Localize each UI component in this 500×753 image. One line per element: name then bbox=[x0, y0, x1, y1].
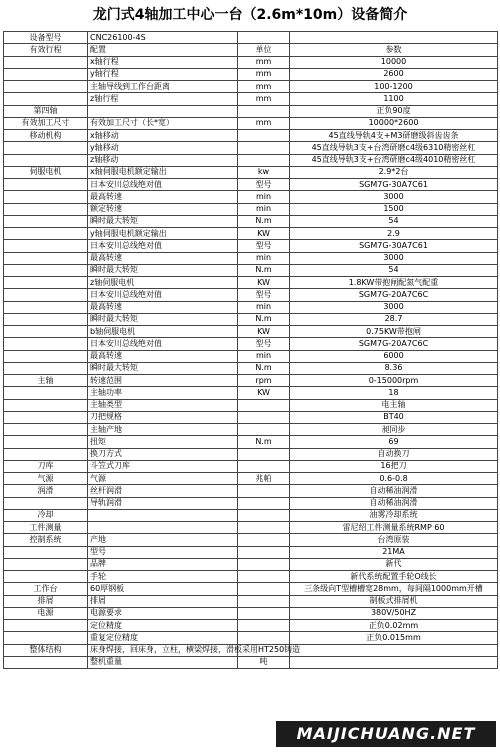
table-row bbox=[4, 497, 498, 509]
table-cell-item: 最高转速 bbox=[88, 252, 238, 264]
table-row bbox=[4, 387, 498, 399]
table-row bbox=[4, 68, 498, 80]
table-cell-unit bbox=[238, 583, 290, 595]
table-cell-item: z轴伺服电机 bbox=[88, 277, 238, 289]
table-cell-unit: mm bbox=[238, 81, 290, 93]
table-cell-unit bbox=[238, 632, 290, 644]
table-cell-unit: mm bbox=[238, 68, 290, 80]
table-cell-category bbox=[4, 362, 88, 374]
table-cell-unit: KW bbox=[238, 387, 290, 399]
table-row bbox=[4, 130, 498, 142]
table-cell-category: 整体结构 bbox=[4, 644, 88, 656]
table-cell-category: 控制系统 bbox=[4, 534, 88, 546]
table-cell-category bbox=[4, 191, 88, 203]
table-cell-value: 台湾原装 bbox=[290, 534, 498, 546]
table-cell-value: 69 bbox=[290, 436, 498, 448]
table-cell-unit: rpm bbox=[238, 375, 290, 387]
table-cell-unit: N.m bbox=[238, 362, 290, 374]
table-cell-item: y轴伺服电机额定输出 bbox=[88, 228, 238, 240]
table-cell-value: SGM7G-30A7C61 bbox=[290, 240, 498, 252]
table-cell-category bbox=[4, 203, 88, 215]
table-row bbox=[4, 424, 498, 436]
table-cell-unit: N.m bbox=[238, 264, 290, 276]
table-cell-value: 0.75KW带抱闸 bbox=[290, 326, 498, 338]
table-row bbox=[4, 546, 498, 558]
spec-table-body bbox=[4, 32, 498, 669]
table-cell-category bbox=[4, 289, 88, 301]
table-cell-category bbox=[4, 632, 88, 644]
table-cell-item: 扭矩 bbox=[88, 436, 238, 448]
table-cell-value: 380V/50HZ bbox=[290, 607, 498, 619]
table-cell-category: 设备型号 bbox=[4, 32, 88, 44]
table-cell-item: y轴移动 bbox=[88, 142, 238, 154]
table-row bbox=[4, 277, 498, 289]
table-cell-category: 刀库 bbox=[4, 460, 88, 472]
table-cell-unit: min bbox=[238, 203, 290, 215]
table-cell-category bbox=[4, 264, 88, 276]
table-cell-category bbox=[4, 252, 88, 264]
table-cell-category bbox=[4, 215, 88, 227]
table-cell-unit bbox=[238, 571, 290, 583]
table-row bbox=[4, 595, 498, 607]
table-cell-value: SGM7G-30A7C61 bbox=[290, 179, 498, 191]
table-cell-category bbox=[4, 448, 88, 460]
table-cell-value: 16把刀 bbox=[290, 460, 498, 472]
table-cell-value: 0.6-0.8 bbox=[290, 473, 498, 485]
table-cell-unit bbox=[238, 154, 290, 166]
table-cell-unit bbox=[238, 534, 290, 546]
table-cell-item: 重复定位精度 bbox=[88, 632, 238, 644]
table-cell-category: 主轴 bbox=[4, 375, 88, 387]
table-cell-item: 主轴导线到工作台距离 bbox=[88, 81, 238, 93]
table-cell-item: 手轮 bbox=[88, 571, 238, 583]
table-cell-item: CNC26100-4S bbox=[88, 32, 238, 44]
table-cell-item: z轴行程 bbox=[88, 93, 238, 105]
table-cell-value: 三条级向T型槽槽宽28mm，每间隔1000mm开槽 bbox=[290, 583, 498, 595]
table-cell-item: 品牌 bbox=[88, 558, 238, 570]
table-cell-value: 自动换刀 bbox=[290, 448, 498, 460]
table-cell-unit: KW bbox=[238, 326, 290, 338]
table-cell-item: 瞬时最大转矩 bbox=[88, 313, 238, 325]
table-cell-unit bbox=[238, 620, 290, 632]
table-row bbox=[4, 81, 498, 93]
table-cell-value: 21MA bbox=[290, 546, 498, 558]
table-cell-unit bbox=[238, 485, 290, 497]
spec-table bbox=[3, 31, 498, 669]
table-cell-item: 瞬时最大转矩 bbox=[88, 215, 238, 227]
table-row bbox=[4, 607, 498, 619]
table-cell-category bbox=[4, 179, 88, 191]
table-cell-item: 主轴功率 bbox=[88, 387, 238, 399]
table-row bbox=[4, 44, 498, 56]
table-cell-value: 2.9*2台 bbox=[290, 166, 498, 178]
table-row bbox=[4, 313, 498, 325]
table-cell-item: b轴伺服电机 bbox=[88, 326, 238, 338]
table-cell-category bbox=[4, 656, 88, 668]
table-cell-value: 54 bbox=[290, 215, 498, 227]
table-cell-item: 最高转速 bbox=[88, 350, 238, 362]
table-cell-unit: 型号 bbox=[238, 179, 290, 191]
table-cell-category bbox=[4, 558, 88, 570]
table-cell-unit bbox=[238, 424, 290, 436]
table-cell-item: y轴行程 bbox=[88, 68, 238, 80]
table-cell-category: 伺服电机 bbox=[4, 166, 88, 178]
table-cell-value: 10000 bbox=[290, 56, 498, 68]
table-row bbox=[4, 534, 498, 546]
table-cell-item: 最高转速 bbox=[88, 301, 238, 313]
table-cell-unit bbox=[238, 497, 290, 509]
table-cell-value: 参数 bbox=[290, 44, 498, 56]
table-cell-value: 正负0.015mm bbox=[290, 632, 498, 644]
table-cell-value: 18 bbox=[290, 387, 498, 399]
table-cell-value: 昶同步 bbox=[290, 424, 498, 436]
table-cell-item: 日本安川总线绝对值 bbox=[88, 289, 238, 301]
table-cell-value: 2.9 bbox=[290, 228, 498, 240]
table-cell-item: x轴行程 bbox=[88, 56, 238, 68]
table-cell-value: BT40 bbox=[290, 411, 498, 423]
table-row bbox=[4, 448, 498, 460]
table-cell-value: 油雾冷却系统 bbox=[290, 509, 498, 521]
table-cell-value bbox=[290, 644, 498, 656]
table-cell-unit: mm bbox=[238, 117, 290, 129]
table-row bbox=[4, 509, 498, 521]
table-cell-unit bbox=[238, 399, 290, 411]
table-cell-unit: min bbox=[238, 252, 290, 264]
table-row bbox=[4, 215, 498, 227]
table-cell-value: 1.8KW带抱闸配氮气配重 bbox=[290, 277, 498, 289]
table-cell-unit: 型号 bbox=[238, 240, 290, 252]
table-cell-unit: KW bbox=[238, 277, 290, 289]
table-cell-unit: kw bbox=[238, 166, 290, 178]
table-cell-category bbox=[4, 313, 88, 325]
table-cell-unit bbox=[238, 32, 290, 44]
table-row bbox=[4, 620, 498, 632]
table-cell-unit: min bbox=[238, 191, 290, 203]
table-row bbox=[4, 252, 498, 264]
table-cell-value: 1100 bbox=[290, 93, 498, 105]
table-cell-value: SGM7G-20A7C6C bbox=[290, 289, 498, 301]
table-row bbox=[4, 362, 498, 374]
table-cell-item: 日本安川总线绝对值 bbox=[88, 240, 238, 252]
table-cell-value: 新代 bbox=[290, 558, 498, 570]
table-row bbox=[4, 375, 498, 387]
table-cell-category: 第四轴 bbox=[4, 105, 88, 117]
table-cell-unit bbox=[238, 142, 290, 154]
table-cell-item: 瞬时最大转矩 bbox=[88, 264, 238, 276]
table-row bbox=[4, 485, 498, 497]
table-cell-category: 工件测量 bbox=[4, 522, 88, 534]
table-cell-value: 45直线导轨3支+台湾研磨c4级6310精密丝杠 bbox=[290, 142, 498, 154]
table-cell-value: 54 bbox=[290, 264, 498, 276]
table-cell-item: 导轨润滑 bbox=[88, 497, 238, 509]
table-cell-item: 日本安川总线绝对值 bbox=[88, 179, 238, 191]
table-cell-value bbox=[290, 656, 498, 668]
table-cell-value: 新代系统配置手轮O线长 bbox=[290, 571, 498, 583]
table-cell-category: 冷却 bbox=[4, 509, 88, 521]
table-row bbox=[4, 240, 498, 252]
table-cell-category: 气源 bbox=[4, 473, 88, 485]
table-cell-unit: 吨 bbox=[238, 656, 290, 668]
table-cell-item: 日本安川总线绝对值 bbox=[88, 338, 238, 350]
table-cell-item: 配置 bbox=[88, 44, 238, 56]
table-cell-item: x轴伺服电机额定输出 bbox=[88, 166, 238, 178]
table-cell-unit: KW bbox=[238, 228, 290, 240]
table-cell-category: 有效行程 bbox=[4, 44, 88, 56]
table-cell-item: 产地 bbox=[88, 534, 238, 546]
table-cell-item: 刀把规格 bbox=[88, 411, 238, 423]
table-cell-category bbox=[4, 326, 88, 338]
table-cell-item: 斗笠式刀库 bbox=[88, 460, 238, 472]
table-cell-unit: min bbox=[238, 301, 290, 313]
table-row bbox=[4, 264, 498, 276]
table-cell-item: 丝杆润滑 bbox=[88, 485, 238, 497]
table-cell-unit: mm bbox=[238, 56, 290, 68]
table-cell-unit bbox=[238, 130, 290, 142]
table-cell-item: 气源 bbox=[88, 473, 238, 485]
table-cell-value: 0-15000rpm bbox=[290, 375, 498, 387]
table-cell-category bbox=[4, 154, 88, 166]
table-cell-value: 制板式排屑机 bbox=[290, 595, 498, 607]
table-cell-category bbox=[4, 228, 88, 240]
table-row bbox=[4, 656, 498, 668]
table-cell-unit bbox=[238, 509, 290, 521]
table-cell-value: 28.7 bbox=[290, 313, 498, 325]
table-cell-unit bbox=[238, 558, 290, 570]
table-row bbox=[4, 117, 498, 129]
table-cell-unit bbox=[238, 522, 290, 534]
table-row bbox=[4, 56, 498, 68]
table-cell-item: z轴移动 bbox=[88, 154, 238, 166]
table-cell-unit bbox=[238, 595, 290, 607]
table-cell-value: 正负0.02mm bbox=[290, 620, 498, 632]
table-cell-category bbox=[4, 338, 88, 350]
table-cell-item: 主轴产地 bbox=[88, 424, 238, 436]
table-cell-item: 型号 bbox=[88, 546, 238, 558]
table-cell-category bbox=[4, 399, 88, 411]
table-row bbox=[4, 326, 498, 338]
table-row bbox=[4, 571, 498, 583]
table-cell-category bbox=[4, 424, 88, 436]
table-row bbox=[4, 154, 498, 166]
table-row bbox=[4, 32, 498, 44]
table-row bbox=[4, 558, 498, 570]
document-title: 龙门式4轴加工中心一台（2.6m*10m）设备简介 bbox=[92, 7, 408, 23]
table-cell-unit: 型号 bbox=[238, 338, 290, 350]
table-cell-value: 3000 bbox=[290, 252, 498, 264]
table-row bbox=[4, 399, 498, 411]
table-row bbox=[4, 338, 498, 350]
table-cell-category bbox=[4, 350, 88, 362]
table-cell-value: 45直线导轨3支+台湾研磨c4级4010精密丝杠 bbox=[290, 154, 498, 166]
table-cell-category bbox=[4, 142, 88, 154]
table-row bbox=[4, 350, 498, 362]
table-cell-value: 电主轴 bbox=[290, 399, 498, 411]
table-cell-value: 雷尼绍工件测量系统RMP 60 bbox=[290, 522, 498, 534]
table-cell-category bbox=[4, 56, 88, 68]
table-cell-category: 有效加工尺寸 bbox=[4, 117, 88, 129]
table-row bbox=[4, 644, 498, 656]
table-cell-item: 最高转速 bbox=[88, 191, 238, 203]
table-cell-value: 45直线导轨4支+M3研磨级斜齿齿条 bbox=[290, 130, 498, 142]
table-cell-item bbox=[88, 105, 238, 117]
table-row bbox=[4, 522, 498, 534]
table-cell-value: SGM7G-20A7C6C bbox=[290, 338, 498, 350]
table-cell-unit: 兆帕 bbox=[238, 473, 290, 485]
table-cell-unit bbox=[238, 607, 290, 619]
table-cell-category bbox=[4, 387, 88, 399]
table-cell-item: 瞬时最大转矩 bbox=[88, 362, 238, 374]
table-row bbox=[4, 289, 498, 301]
table-cell-value: 自动稀油润滑 bbox=[290, 497, 498, 509]
table-cell-category bbox=[4, 497, 88, 509]
table-cell-category bbox=[4, 620, 88, 632]
table-cell-item: 有效加工尺寸（长*宽） bbox=[88, 117, 238, 129]
table-cell-category bbox=[4, 68, 88, 80]
table-cell-unit: mm bbox=[238, 93, 290, 105]
table-cell-item: 定位精度 bbox=[88, 620, 238, 632]
table-cell-item: 换刀方式 bbox=[88, 448, 238, 460]
table-cell-category bbox=[4, 93, 88, 105]
table-cell-value: 正负90度 bbox=[290, 105, 498, 117]
table-cell-unit bbox=[238, 411, 290, 423]
table-cell-category bbox=[4, 546, 88, 558]
table-cell-item: 电源要求 bbox=[88, 607, 238, 619]
table-row bbox=[4, 301, 498, 313]
table-cell-unit: 单位 bbox=[238, 44, 290, 56]
table-cell-category bbox=[4, 301, 88, 313]
table-row bbox=[4, 228, 498, 240]
table-cell-value: 1500 bbox=[290, 203, 498, 215]
table-cell-value: 8.36 bbox=[290, 362, 498, 374]
table-cell-unit bbox=[238, 105, 290, 117]
table-cell-unit: N.m bbox=[238, 215, 290, 227]
table-cell-category: 排屑 bbox=[4, 595, 88, 607]
table-cell-item: 转速范围 bbox=[88, 375, 238, 387]
table-row bbox=[4, 191, 498, 203]
table-cell-value: 3000 bbox=[290, 301, 498, 313]
table-row bbox=[4, 436, 498, 448]
table-cell-unit: 型号 bbox=[238, 289, 290, 301]
table-cell-unit: N.m bbox=[238, 313, 290, 325]
table-cell-item bbox=[88, 509, 238, 521]
table-cell-value bbox=[290, 32, 498, 44]
table-cell-item: x轴移动 bbox=[88, 130, 238, 142]
table-cell-category bbox=[4, 411, 88, 423]
table-cell-value: 6000 bbox=[290, 350, 498, 362]
site-watermark: MAIJICHUANG.NET bbox=[276, 721, 496, 747]
table-row bbox=[4, 179, 498, 191]
table-cell-item: 排屑 bbox=[88, 595, 238, 607]
table-row bbox=[4, 105, 498, 117]
table-cell-item: 额定转速 bbox=[88, 203, 238, 215]
table-cell-category: 润滑 bbox=[4, 485, 88, 497]
table-row bbox=[4, 93, 498, 105]
table-cell-unit bbox=[238, 448, 290, 460]
table-cell-value: 10000*2600 bbox=[290, 117, 498, 129]
table-cell-value: 2600 bbox=[290, 68, 498, 80]
table-cell-unit bbox=[238, 460, 290, 472]
table-row bbox=[4, 203, 498, 215]
table-cell-item bbox=[88, 522, 238, 534]
table-cell-value: 100-1200 bbox=[290, 81, 498, 93]
table-cell-category: 电源 bbox=[4, 607, 88, 619]
table-cell-category: 工作台 bbox=[4, 583, 88, 595]
table-cell-unit: min bbox=[238, 350, 290, 362]
table-row bbox=[4, 473, 498, 485]
table-row bbox=[4, 583, 498, 595]
table-cell-value: 3000 bbox=[290, 191, 498, 203]
table-cell-category: 移动机构 bbox=[4, 130, 88, 142]
table-row bbox=[4, 632, 498, 644]
table-row bbox=[4, 460, 498, 472]
table-row bbox=[4, 142, 498, 154]
table-cell-value: 自动稀油润滑 bbox=[290, 485, 498, 497]
table-cell-category bbox=[4, 81, 88, 93]
table-cell-category bbox=[4, 277, 88, 289]
table-cell-unit: N.m bbox=[238, 436, 290, 448]
table-cell-category bbox=[4, 240, 88, 252]
table-cell-category bbox=[4, 571, 88, 583]
table-cell-category bbox=[4, 436, 88, 448]
table-cell-item: 60厚钢板 bbox=[88, 583, 238, 595]
table-row bbox=[4, 166, 498, 178]
table-cell-item: 主轴类型 bbox=[88, 399, 238, 411]
table-cell-item: 整机重量 bbox=[88, 656, 238, 668]
table-row bbox=[4, 411, 498, 423]
table-cell-unit bbox=[238, 546, 290, 558]
table-cell-item: 床身焊接，回床身，立柱，横梁焊接，滑板采用HT250铸造 bbox=[88, 644, 238, 656]
